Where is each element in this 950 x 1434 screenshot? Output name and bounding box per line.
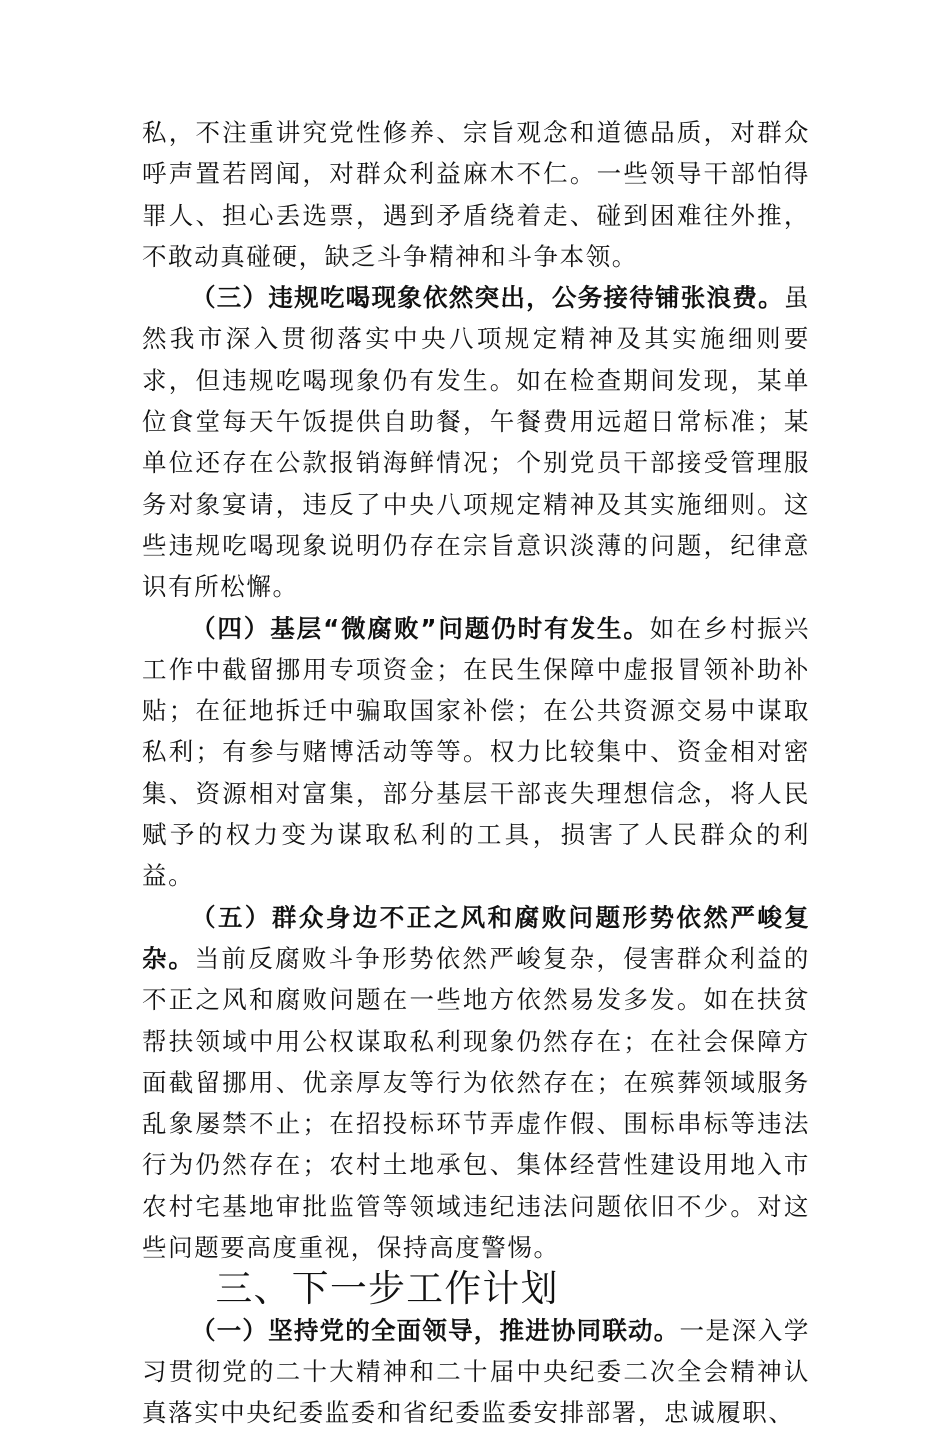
paragraph-item-5 bbox=[142, 897, 810, 1269]
paragraph-lead-heading: （三）违规吃喝现象依然突出，公务接待铺张浪费。 bbox=[191, 283, 784, 313]
paragraph-lead-heading: （四）基层“微腐败”问题仍时有发生。 bbox=[191, 613, 650, 643]
paragraph-lead-heading: （一）坚持党的全面领导，推进协同联动。 bbox=[191, 1315, 680, 1345]
paragraph-item-3 bbox=[142, 277, 810, 607]
paragraph-continuation bbox=[142, 112, 810, 277]
section-heading: 三、下一步工作计划 bbox=[215, 1267, 559, 1311]
paragraph-text: 私，不注重讲究党性修养、宗旨观念和道德品质，对群众呼声置若罔闻，对群众利益麻木不仁。一些领导干部怕得罪人、担心丢选票，遇到矛盾绕着走、碰到困难往外推，不敢动真碰硬，缺乏斗争精神和斗争本领。 bbox=[142, 118, 810, 271]
paragraph-text: 当前反腐败斗争形势依然严峻复杂，侵害群众利益的不正之风和腐败问题在一些地方依然易发多发。如在扶贫帮扶领域中用公权谋取私利现象仍然存在；在社会保障方面截留挪用、优亲厚友等行为依然存在；在殡葬领域服务乱象屡禁不止；在招投标环节弄虚作假、围标串标等违法行为仍然存在；农村土地承包、集体经营性建设用地入市农村宅基地审批监管等领域违纪违法问题依旧不少。对这些问题要高度重视，保持高度警惕。 bbox=[142, 943, 810, 1263]
paragraph-text: 如在乡村振兴工作中截留挪用专项资金；在民生保障中虚报冒领补助补贴；在征地拆迁中骗取国家补偿；在公共资源交易中谋取私利；有参与赌博活动等等。权力比较集中、资金相对密集、资源相对富集，部分基层干部丧失理想信念，将人民赋予的权力变为谋取私利的工具，损害了人民群众的利益。 bbox=[142, 613, 810, 891]
paragraph-item-4 bbox=[142, 608, 810, 897]
paragraph-text: 虽然我市深入贯彻落实中央八项规定精神及其实施细则要求，但违规吃喝现象仍有发生。如在检查期间发现，某单位食堂每天午饭提供自助餐，午餐费用远超日常标准；某单位还存在公款报销海鲜情况；个别党员干部接受管理服务对象宴请，违反了中央八项规定精神及其实施细则。这些违规吃喝现象说明仍存在宗旨意识淡薄的问题，纪律意识有所松懈。 bbox=[142, 283, 810, 602]
paragraph-lead-heading: （五）群众身边不正之风和腐败问题形势依然严峻复杂。 bbox=[142, 902, 810, 973]
paragraph-plan-1 bbox=[142, 1310, 810, 1434]
paragraph-text: 一是深入学习贯彻党的二十大精神和二十届中央纪委二次全会精神认真落实中央纪委监委和省纪委监委安排部署，忠诚履职、 bbox=[142, 1315, 810, 1428]
document-body bbox=[142, 112, 810, 1434]
